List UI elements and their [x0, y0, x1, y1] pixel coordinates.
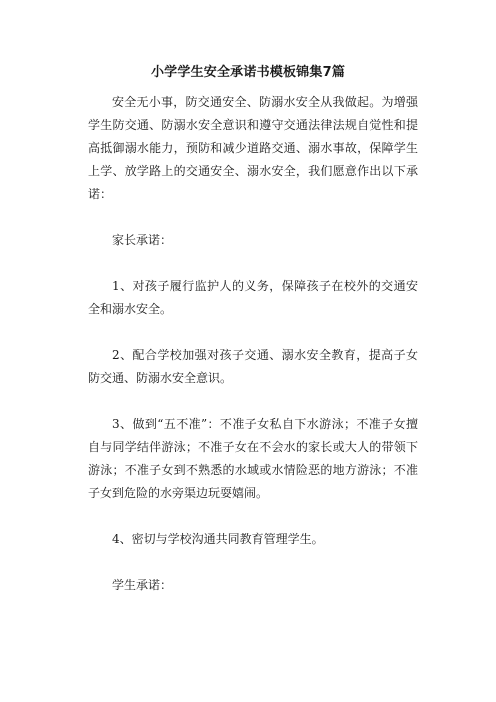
parent-pledge-heading: 家长承诺：	[112, 233, 173, 247]
parent-pledge-item-1: 1、对孩子履行监护人的义务，保障孩子在校外的交通安全和溺水安全。	[88, 279, 418, 316]
paragraph-gap	[88, 206, 418, 229]
paragraph-gap	[88, 321, 418, 344]
document-title: 小学学生安全承诺书模板锦集7篇	[150, 65, 346, 80]
paragraph-gap	[88, 551, 418, 574]
paragraph-gap	[88, 252, 418, 275]
parent-pledge-item-2: 2、配合学校加强对孩子交通、溺水安全教育，提高子女防交通、防溺水安全意识。	[88, 348, 418, 385]
paragraph-gap	[88, 505, 418, 528]
parent-pledge-item-4: 4、密切与学校沟通共同教育管理学生。	[112, 532, 324, 546]
intro-paragraph: 安全无小事，防交通安全、防溺水安全从我做起。为增强学生防交通、防溺水安全意识和遵守交通法律法规自觉性和提高抵御溺水能力，预防和减少道路交通、溺水事故，保障学生上学、放学路上的交通安全、溺水安全，我们愿意作出以下承诺：	[88, 95, 418, 201]
paragraph-gap	[88, 390, 418, 413]
student-pledge-heading: 学生承诺：	[112, 578, 173, 592]
parent-pledge-item-3: 3、做到“五不准”：不准子女私自下水游泳；不准子女擅自与同学结伴游泳；不准子女在不会水的家长或大人的带领下游泳；不准子女到不熟悉的水域或水情险恶的地方游泳；不准子女到危险的水旁渠边玩耍嬉闹。	[88, 417, 418, 500]
document-body	[88, 91, 418, 597]
